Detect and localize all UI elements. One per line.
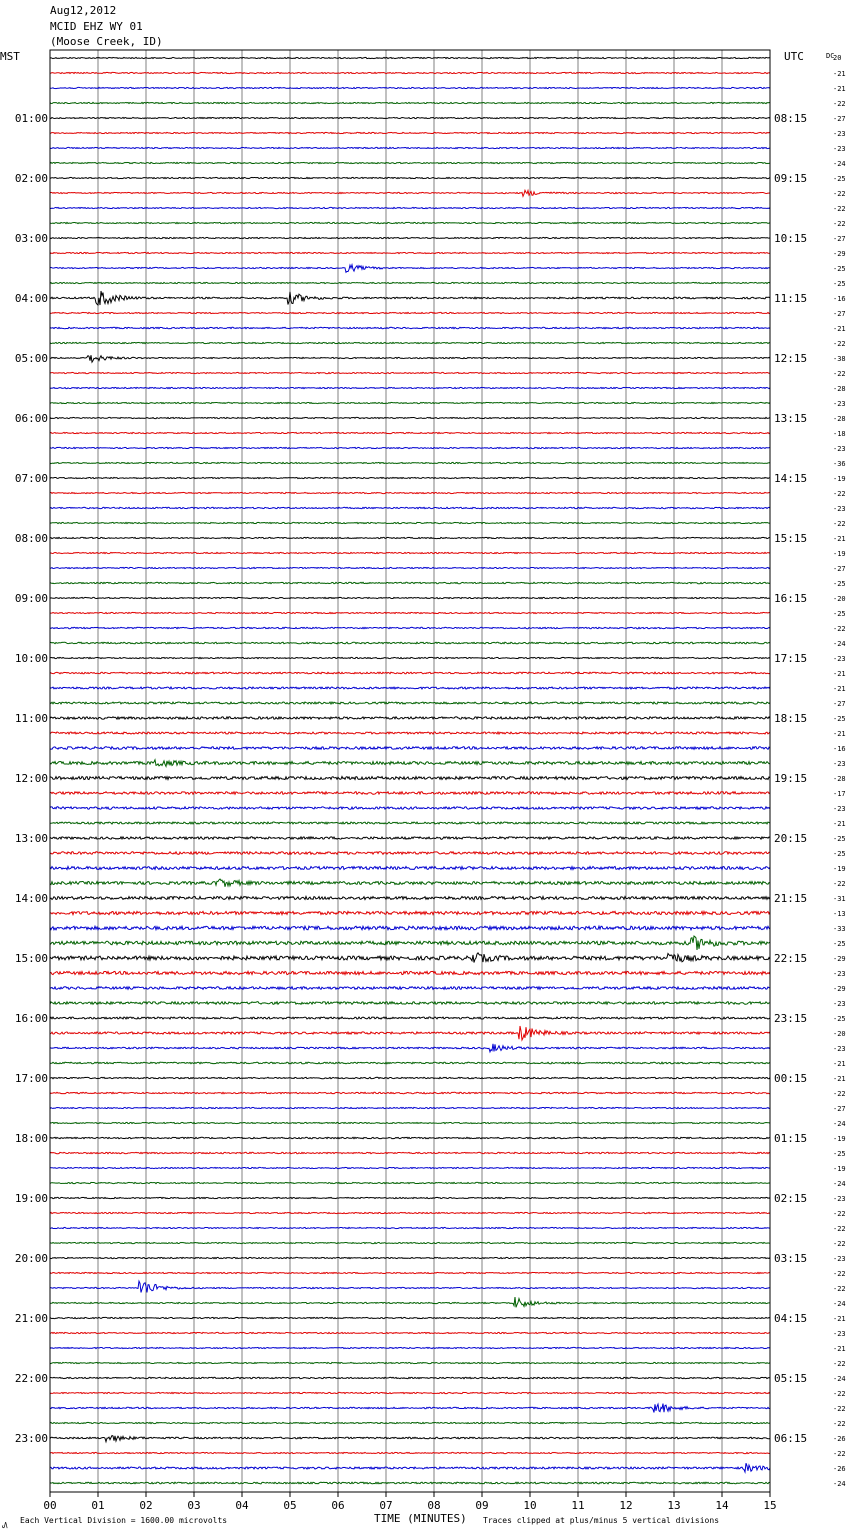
dc-offset-label: -29 — [833, 985, 846, 993]
trace-line — [50, 1227, 770, 1228]
x-tick-label: 03 — [187, 1499, 201, 1512]
trace-line — [50, 936, 770, 950]
right-hour-label: 11:15 — [774, 292, 808, 305]
trace-line — [50, 702, 770, 704]
left-hour-label: 18:00 — [14, 1132, 48, 1145]
x-axis-title: TIME (MINUTES) — [374, 1512, 467, 1525]
right-hour-label: 05:15 — [774, 1372, 808, 1385]
grid-layer — [50, 50, 770, 1497]
right-hour-label: 10:15 — [774, 232, 808, 245]
trace-line — [50, 417, 770, 418]
trace-line — [50, 252, 770, 253]
trace-line — [50, 1212, 770, 1213]
dc-offset-label: -16 — [833, 745, 846, 753]
trace-line — [50, 987, 770, 990]
trace-line — [50, 1242, 770, 1243]
dc-offset-label: -21 — [833, 820, 846, 828]
dc-offset-label: -21 — [833, 85, 846, 93]
trace-line — [50, 672, 770, 674]
trace-line — [50, 312, 770, 313]
dc-offset-label: -21 — [833, 1075, 846, 1083]
dc-offset-label: -18 — [833, 430, 846, 438]
trace-line — [50, 207, 770, 208]
clip-note: Traces clipped at plus/minus 5 vertical divisions — [483, 1516, 720, 1525]
trace-line — [50, 1182, 770, 1183]
trace-line — [50, 852, 770, 855]
dc-offset-label: -19 — [833, 550, 846, 558]
left-hour-label: 04:00 — [14, 292, 48, 305]
x-tick-label: 12 — [619, 1499, 633, 1512]
dc-offset-label: -22 — [833, 490, 846, 498]
trace-line — [50, 265, 770, 273]
x-tick-label: 04 — [235, 1499, 249, 1512]
dc-offset-label: -25 — [833, 850, 846, 858]
x-tick-label: 09 — [475, 1499, 489, 1512]
trace-line — [50, 237, 770, 238]
left-hour-label: 01:00 — [14, 112, 48, 125]
dc-offset-label: -29 — [833, 955, 846, 963]
dc-offset-label: -23 — [833, 130, 846, 138]
right-hour-label: 23:15 — [774, 1012, 808, 1025]
left-hour-label: 19:00 — [14, 1192, 48, 1205]
trace-line — [50, 1362, 770, 1363]
dc-offset-label: -38 — [833, 355, 846, 363]
trace-line — [50, 926, 770, 930]
dc-offset-label: -21 — [833, 730, 846, 738]
trace-line — [50, 87, 770, 88]
trace-line — [50, 1197, 770, 1198]
trace-line — [50, 1392, 770, 1393]
dc-offset-label: -22 — [833, 520, 846, 528]
x-tick-label: 14 — [715, 1499, 729, 1512]
dc-offset-label: -22 — [833, 1210, 846, 1218]
trace-line — [50, 492, 770, 493]
dc-offset-label: -22 — [833, 340, 846, 348]
trace-line — [50, 72, 770, 73]
dc-offset-label: -16 — [833, 295, 846, 303]
dc-offset-label: -25 — [833, 715, 846, 723]
left-hour-label: 16:00 — [14, 1012, 48, 1025]
dc-offset-label: -26 — [833, 1465, 846, 1473]
trace-line — [50, 911, 770, 914]
trace-line — [50, 760, 770, 767]
trace-line — [50, 291, 770, 305]
trace-line — [50, 462, 770, 463]
trace-layer — [50, 57, 770, 1483]
trace-line — [50, 432, 770, 433]
dc-offset-label: -23 — [833, 1255, 846, 1263]
left-hour-label: 17:00 — [14, 1072, 48, 1085]
dc-offset-label: -22 — [833, 880, 846, 888]
chart-station: MCID EHZ WY 01 — [50, 20, 143, 33]
dc-offset-label: -19 — [833, 865, 846, 873]
trace-line — [50, 1137, 770, 1138]
plot-frame — [50, 50, 770, 1492]
dc-offset-label: -24 — [833, 1180, 846, 1188]
dc-offset-label: -22 — [833, 1405, 846, 1413]
dc-offset-label: -21 — [833, 670, 846, 678]
x-tick-label: 11 — [571, 1499, 585, 1512]
corner-mark: ᠕ — [2, 1521, 8, 1530]
trace-line — [50, 117, 770, 118]
dc-offset-label: -19 — [833, 1165, 846, 1173]
trace-line — [50, 1152, 770, 1153]
right-hour-label: 17:15 — [774, 652, 808, 665]
dc-offset-label: -25 — [833, 175, 846, 183]
dc-offset-label: -26 — [833, 1435, 846, 1443]
dc-offset-label: -22 — [833, 1090, 846, 1098]
dc-offset-label: -17 — [833, 790, 846, 798]
dc-offset-label: -22 — [833, 1450, 846, 1458]
x-tick-label: 06 — [331, 1499, 345, 1512]
dc-offset-label: -23 — [833, 760, 846, 768]
dc-offset-label: -25 — [833, 835, 846, 843]
dc-offset-label: -21 — [833, 1315, 846, 1323]
trace-line — [50, 1297, 770, 1307]
dc-offset-label: -28 — [833, 415, 846, 423]
trace-line — [50, 522, 770, 523]
trace-line — [50, 627, 770, 628]
trace-line — [50, 717, 770, 719]
trace-line — [50, 1002, 770, 1005]
dc-offset-label: 20 — [833, 54, 842, 62]
dc-offset-label: -23 — [833, 1330, 846, 1338]
dc-offset-label: -23 — [833, 1195, 846, 1203]
dc-offset-label: -22 — [833, 1360, 846, 1368]
trace-line — [50, 132, 770, 133]
trace-line — [50, 190, 770, 196]
left-hour-label: 12:00 — [14, 772, 48, 785]
trace-line — [50, 897, 770, 900]
left-hour-label: 02:00 — [14, 172, 48, 185]
right-timezone-label: UTC — [784, 50, 804, 63]
dc-offset-label: -27 — [833, 700, 846, 708]
x-tick-label: 13 — [667, 1499, 681, 1512]
trace-line — [50, 537, 770, 538]
trace-line — [50, 777, 770, 780]
trace-line — [50, 222, 770, 223]
dc-offset-label: -23 — [833, 805, 846, 813]
right-hour-label: 03:15 — [774, 1252, 808, 1265]
dc-offset-label: -22 — [833, 1390, 846, 1398]
dc-offset-label: -19 — [833, 1135, 846, 1143]
dc-offset-label: -21 — [833, 325, 846, 333]
dc-offset-label: -21 — [833, 685, 846, 693]
trace-line — [50, 642, 770, 644]
trace-line — [50, 477, 770, 478]
dc-offset-label: -21 — [833, 535, 846, 543]
dc-offset-label: -24 — [833, 1300, 846, 1308]
trace-line — [50, 1272, 770, 1273]
trace-line — [50, 1077, 770, 1078]
dc-offset-label: -21 — [833, 1345, 846, 1353]
left-hour-label: 22:00 — [14, 1372, 48, 1385]
dc-offset-label: -19 — [833, 475, 846, 483]
left-hour-label: 08:00 — [14, 532, 48, 545]
dc-label: DC — [826, 52, 835, 60]
trace-line — [50, 1281, 770, 1292]
trace-line — [50, 387, 770, 388]
dc-offset-label: -23 — [833, 400, 846, 408]
chart-location: (Moose Creek, ID) — [50, 35, 163, 48]
x-tick-label: 07 — [379, 1499, 393, 1512]
dc-offset-label: -20 — [833, 1030, 846, 1038]
right-hour-label: 20:15 — [774, 832, 808, 845]
left-hour-label: 23:00 — [14, 1432, 48, 1445]
trace-line — [50, 1452, 770, 1453]
right-hour-label: 12:15 — [774, 352, 808, 365]
trace-line — [50, 747, 770, 750]
dc-offset-label: -33 — [833, 925, 846, 933]
dc-offset-label: -21 — [833, 1060, 846, 1068]
dc-offset-label: -27 — [833, 115, 846, 123]
trace-line — [50, 1092, 770, 1093]
right-hour-label: 19:15 — [774, 772, 808, 785]
dc-offset-label: -22 — [833, 1240, 846, 1248]
trace-line — [50, 822, 770, 824]
x-tick-label: 02 — [139, 1499, 153, 1512]
trace-line — [50, 971, 770, 974]
dc-offset-label: -22 — [833, 190, 846, 198]
left-hour-label: 14:00 — [14, 892, 48, 905]
left-hour-label: 09:00 — [14, 592, 48, 605]
trace-line — [50, 162, 770, 163]
dc-offset-label: -23 — [833, 1000, 846, 1008]
dc-offset-label: -27 — [833, 310, 846, 318]
label-layer — [15, 54, 846, 1512]
trace-line — [50, 1347, 770, 1348]
right-hour-label: 06:15 — [774, 1432, 808, 1445]
trace-line — [50, 177, 770, 178]
dc-offset-label: -25 — [833, 580, 846, 588]
trace-line — [50, 342, 770, 343]
right-hour-label: 16:15 — [774, 592, 808, 605]
left-hour-label: 05:00 — [14, 352, 48, 365]
right-hour-label: 21:15 — [774, 892, 808, 905]
dc-offset-label: -25 — [833, 1150, 846, 1158]
dc-offset-label: -23 — [833, 655, 846, 663]
dc-offset-label: -23 — [833, 445, 846, 453]
trace-line — [50, 792, 770, 795]
dc-offset-label: -20 — [833, 595, 846, 603]
dc-offset-label: -25 — [833, 940, 846, 948]
right-hour-label: 00:15 — [774, 1072, 808, 1085]
dc-offset-label: -22 — [833, 370, 846, 378]
dc-offset-label: -28 — [833, 385, 846, 393]
trace-line — [50, 1422, 770, 1423]
dc-offset-label: -29 — [833, 250, 846, 258]
right-hour-label: 08:15 — [774, 112, 808, 125]
trace-line — [50, 57, 770, 58]
x-tick-label: 15 — [763, 1499, 777, 1512]
trace-line — [50, 355, 770, 362]
trace-line — [50, 807, 770, 809]
trace-line — [50, 582, 770, 583]
dc-offset-label: -23 — [833, 1045, 846, 1053]
x-tick-label: 08 — [427, 1499, 441, 1512]
trace-line — [50, 1044, 770, 1052]
dc-offset-label: -27 — [833, 1105, 846, 1113]
trace-line — [50, 327, 770, 328]
dc-offset-label: -36 — [833, 460, 846, 468]
left-timezone-label: MST — [0, 50, 20, 63]
right-hour-label: 04:15 — [774, 1312, 808, 1325]
dc-offset-label: -25 — [833, 1015, 846, 1023]
dc-offset-label: -27 — [833, 235, 846, 243]
left-hour-label: 15:00 — [14, 952, 48, 965]
trace-line — [50, 1317, 770, 1318]
dc-offset-label: -25 — [833, 265, 846, 273]
trace-line — [50, 1404, 770, 1413]
trace-line — [50, 372, 770, 373]
right-hour-label: 22:15 — [774, 952, 808, 965]
trace-line — [50, 552, 770, 553]
right-hour-label: 14:15 — [774, 472, 808, 485]
dc-offset-label: -22 — [833, 220, 846, 228]
dc-offset-label: -13 — [833, 910, 846, 918]
trace-line — [50, 1436, 770, 1442]
x-tick-label: 01 — [91, 1499, 105, 1512]
left-hour-label: 06:00 — [14, 412, 48, 425]
left-hour-label: 20:00 — [14, 1252, 48, 1265]
trace-line — [50, 447, 770, 448]
trace-line — [50, 1257, 770, 1258]
left-hour-label: 10:00 — [14, 652, 48, 665]
dc-offset-label: -22 — [833, 1225, 846, 1233]
dc-offset-label: -24 — [833, 160, 846, 168]
trace-line — [50, 1122, 770, 1123]
right-hour-label: 01:15 — [774, 1132, 808, 1145]
left-hour-label: 07:00 — [14, 472, 48, 485]
right-hour-label: 15:15 — [774, 532, 808, 545]
scale-note: Each Vertical Division = 1600.00 microvolts — [20, 1516, 228, 1525]
dc-offset-label: -22 — [833, 100, 846, 108]
dc-offset-label: -24 — [833, 640, 846, 648]
x-tick-label: 00 — [43, 1499, 57, 1512]
trace-line — [50, 867, 770, 870]
trace-line — [50, 1062, 770, 1064]
left-hour-label: 03:00 — [14, 232, 48, 245]
trace-line — [50, 147, 770, 148]
trace-line — [50, 1017, 770, 1019]
dc-offset-label: -22 — [833, 625, 846, 633]
trace-line — [50, 507, 770, 508]
trace-line — [50, 612, 770, 613]
trace-line — [50, 597, 770, 598]
left-hour-label: 21:00 — [14, 1312, 48, 1325]
trace-line — [50, 1332, 770, 1333]
dc-offset-label: -28 — [833, 775, 846, 783]
trace-line — [50, 1026, 770, 1040]
dc-offset-label: -22 — [833, 1270, 846, 1278]
dc-offset-label: -23 — [833, 145, 846, 153]
trace-line — [50, 732, 770, 734]
left-hour-label: 11:00 — [14, 712, 48, 725]
dc-offset-label: -23 — [833, 505, 846, 513]
trace-line — [50, 953, 770, 963]
chart-date: Aug12,2012 — [50, 4, 117, 17]
trace-line — [50, 1463, 770, 1472]
trace-line — [50, 1377, 770, 1378]
dc-offset-label: -22 — [833, 1285, 846, 1293]
right-hour-label: 09:15 — [774, 172, 808, 185]
trace-line — [50, 102, 770, 103]
trace-line — [50, 657, 770, 658]
trace-line — [50, 687, 770, 689]
trace-line — [50, 1167, 770, 1168]
dc-offset-label: -24 — [833, 1375, 846, 1383]
dc-offset-label: -27 — [833, 565, 846, 573]
dc-offset-label: -31 — [833, 895, 846, 903]
right-hour-label: 13:15 — [774, 412, 808, 425]
dc-offset-label: -25 — [833, 280, 846, 288]
right-hour-label: 18:15 — [774, 712, 808, 725]
dc-offset-label: -21 — [833, 70, 846, 78]
left-hour-label: 13:00 — [14, 832, 48, 845]
dc-offset-label: -23 — [833, 970, 846, 978]
trace-line — [50, 1482, 770, 1484]
trace-line — [50, 1107, 770, 1108]
trace-line — [50, 402, 770, 403]
dc-offset-label: -22 — [833, 1420, 846, 1428]
x-tick-label: 05 — [283, 1499, 297, 1512]
trace-line — [50, 837, 770, 839]
x-tick-label: 10 — [523, 1499, 537, 1512]
dc-offset-label: -24 — [833, 1120, 846, 1128]
right-hour-label: 02:15 — [774, 1192, 808, 1205]
trace-line — [50, 879, 770, 887]
dc-offset-label: -25 — [833, 610, 846, 618]
dc-offset-label: -22 — [833, 205, 846, 213]
trace-line — [50, 282, 770, 283]
trace-line — [50, 567, 770, 568]
dc-offset-label: -24 — [833, 1480, 846, 1488]
